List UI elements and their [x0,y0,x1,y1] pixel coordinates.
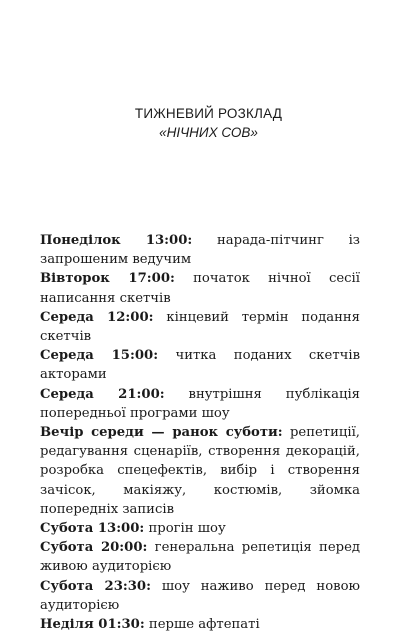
entry-time: Субота 23:30: [40,578,151,594]
schedule-entry-tuesday [40,269,360,307]
entry-time: Середа 12:00: [40,309,154,325]
entry-activity: прогін шоу [144,521,226,537]
entry-time: Вечір середи — ранок суботи: [40,425,283,441]
page-title: ТИЖНЕВИЙ РОЗКЛАД [134,106,283,121]
schedule-entry-monday [40,231,360,269]
entry-activity: нарада-пітчинг із запрошеним ведучим [40,233,360,268]
entry-activity: початок нічної сесії написання скетчів [40,271,360,306]
schedule-entry-saturday-2330 [40,577,360,615]
entry-activity: репетиції, редагування сценаріїв, створення декорацій, розробка спецефектів, вибір і створення зачісок, макіяжу, костюмів, зйомка попередніх записів [40,425,360,517]
schedule-entry-wednesday-1200 [40,308,360,346]
entry-activity: перше афтепаті [144,617,260,633]
schedule-entry-wednesday-2100 [40,385,360,423]
entry-time: Субота 20:00: [40,540,148,556]
entry-activity: шоу наживо перед новою аудиторією [40,578,360,613]
schedule-entry-saturday-2000 [40,538,360,576]
entry-time: Понеділок 13:00: [40,233,193,248]
schedule-entry-wednesday-to-saturday [40,423,360,519]
entry-time: Неділя 01:30: [40,617,145,633]
schedule-entry-wednesday-1500 [40,346,360,384]
schedule-list [40,231,360,634]
schedule-entry-sunday [40,615,360,634]
entry-activity: кінцевий термін подання скетчів [40,309,360,345]
entry-time: Субота 13:00: [40,521,145,537]
entry-activity: генеральна репетиція перед живою аудиторією [40,540,360,575]
heading [0,104,417,142]
entry-activity: внутрішня публікація попередньої програми шоу [40,386,360,421]
schedule-entry-saturday-1300 [40,519,360,538]
entry-time: Вівторок 17:00: [40,271,175,287]
page-subtitle: «НІЧНИХ СОВ» [159,125,258,140]
entry-activity: читка поданих скетчів акторами [40,348,360,383]
entry-time: Середа 15:00: [40,348,159,364]
entry-time: Середа 21:00: [40,386,165,402]
